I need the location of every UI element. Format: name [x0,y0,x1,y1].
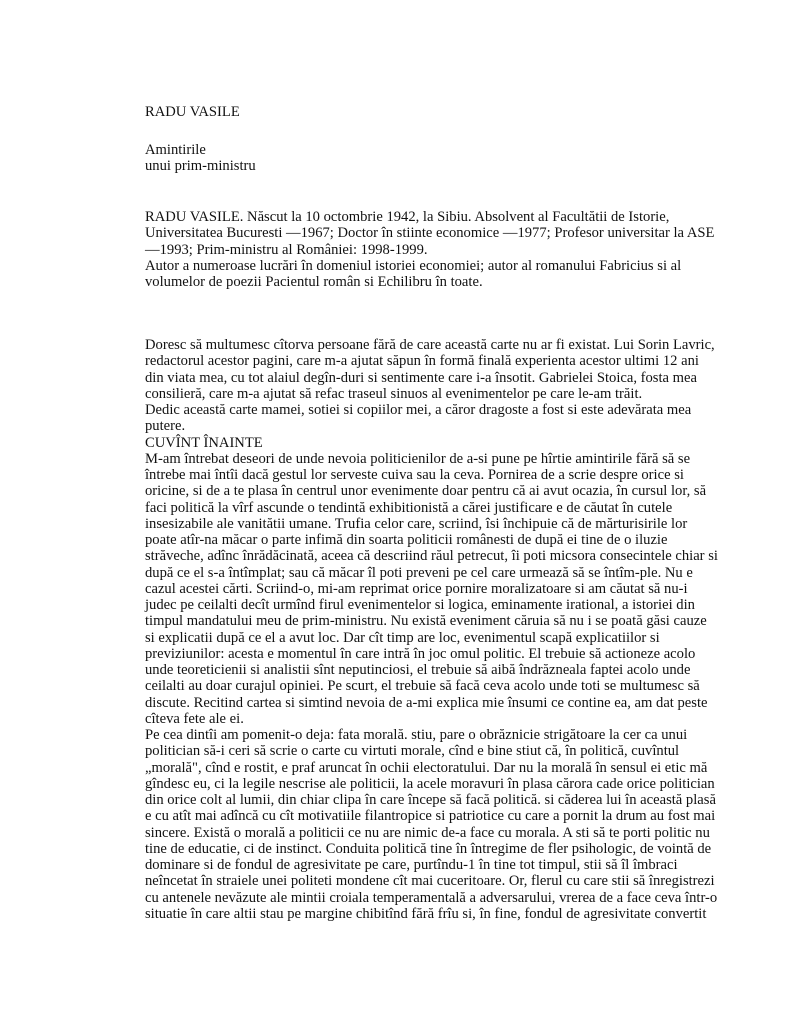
text-line: Universitatea Bucuresti —1967; Doctor în stiinte economice —1977; Profesor universitar la ASE [145,225,715,242]
text-line: gîndesc eu, ci la legile nescrise ale politicii, la acele moravuri în plasa cărora cade orice politician [145,775,715,792]
text-line: cazul acestei cărti. Scriind-o, mi-am reprimat orice pornire moralizatoare si am căutat să nu-i [145,580,688,597]
text-line: cîteva fete ale ei. [145,710,244,727]
text-line: străveche, adînc înrădăcinată, aceea că descriind răul petrecut, îi poti micsora consecintele chiar si [145,548,718,565]
text-line: unde teoreticienii si analistii sînt neputinciosi, el trebuie să aibă îndrăzneala faptei acolo unde [145,662,691,678]
text-line: Autor a numeroase lucrări în domeniul istoriei economiei; autor al romanului Fabricius si al [145,257,682,274]
text-line: politician să-i ceri să scrie o carte cu virtuti morale, cînd e bine stiut că, în politică, cuvîntul [145,743,680,760]
body-text [145,451,718,922]
text-line: Pe cea dintîi am pomenit-o deja: fata morală. stiu, pare o obrăznicie strigătoare la cer ca unui [145,727,688,743]
text-line: poate atîr-na măcar o parte infimă din soarta politicii românesti de după ei tine de o iluzie [145,532,668,548]
text-line: situatie în care altii stau pe margine chibitînd fără frîu si, în fine, fondul de agresivitate convertit [145,905,707,922]
text-line: după ce el s-a întîmplat; sau că măcar îl poti preveni pe cel care urmează să se întîm-ple. Nu e [145,564,693,581]
text-line: —1993; Prim-ministru al României: 1998-1999. [145,241,428,258]
text-line: oricine, si de a te plasa în centrul unor evenimente doar pentru că ai avut ocazia, în cursul lor, să [145,483,707,500]
text-line: cu antenele nevăzute ale mintii croiala temperamentală a adversarului, vrerea de a face ceva într-o [145,889,718,906]
text-line: „morală", cînd e rostit, e praf aruncat în ochii electoratului. Dar nu la morală în sensul ei etic mă [145,759,708,776]
text-line: faci politică la vîrf ascunde o tendintă exhibitionistă a cărei justificare e de căutat în cutele [145,499,673,516]
text-line: e cu atît mai adîncă cu cît motivatiile filantropice si patriotice cu care a pornit la drum au fost mai [145,808,716,825]
text-line: sincere. Există o morală a politicii ce nu are nimic de-a face cu morala. A sti să te porti politic nu [145,824,710,841]
text-line: Dedic această carte mamei, sotiei si copiilor mei, a căror dragoste a fost si este adevărata mea [145,402,692,418]
text-line: dominare si de fondul de agresivitate pe care, purtîndu-1 în tine tot timpul, stii să îl îmbraci [145,857,678,873]
text-line: consilieră, care m-a ajutat să refac traseul sinuos al evenimentelor pe care le-am trăit. [145,385,643,402]
book-title [145,142,256,175]
author-bio [145,209,714,290]
text-line: unui prim-ministru [145,158,256,175]
text-line: redactorul acestor pagini, care m-a ajutat săpun în formă finală experienta acestor ultimi 12 ani [145,353,699,370]
text-line: previziunilor: acesta e momentul în care intră în joc omul politic. El trebuie să actioneze acolo [145,645,696,662]
text-line: tine de educatie, ci de instinct. Conduita politică tine în întregime de fler psihologic, de vointă de [145,840,712,857]
text-line: din orice colt al lumii, din chiar clipa în care începe să facă politică. si căderea lui în această plasă [145,792,716,808]
text-line: ceilalti au doar curajul opiniei. Pe scurt, el trebuie să facă ceva acolo unde toti se multumesc să [145,678,700,695]
text-line: neîncetat în straiele unei politeti mondene cît mai cuceritoare. Or, flerul cu care stii să înregistrezi [145,873,715,890]
text-line: Amintirile [145,142,206,158]
text-line: si explicatii după ce el a avut loc. Dar cît timp are loc, evenimentul scapă explicatiilor si [145,629,660,646]
text-line: timpul mandatului meu de prim-ministru. Nu există eveniment căruia să nu i se poată găsi cauze [145,613,707,630]
text-line: RADU VASILE. Născut la 10 octombrie 1942, la Sibiu. Absolvent al Facultătii de Istorie, [145,209,670,225]
text-line: din viata mea, cu tot alaiul degîn-duri si sentimente care i-a însotit. Gabrielei Stoica, fosta mea [145,369,697,386]
text-line: judec pe ceilalti decît urmînd firul evenimentelor si logica, eminamente irational, a istoriei din [145,597,695,613]
text-line: volumelor de poezii Pacientul român si Echilibru în toate. [145,274,483,290]
text-line: Doresc să multumesc cîtorva persoane fără de care această carte nu ar fi existat. Lui Sorin Lavric, [145,337,715,353]
author-name: RADU VASILE [145,104,240,120]
acknowledgments [145,337,715,435]
text-line: putere. [145,418,186,435]
text-line: întrebe mai întîi dacă gestul lor serveste cuiva sau la ceva. Pornirea de a scrie despre orice si [145,467,684,483]
text-line: discute. Recitind cartea si simtind nevoia de a-mi explica mie însumi ce contine ea, am dat peste [145,694,708,711]
text-line: insesizabile ale vanitătii umane. Trufia celor care, scriind, îsi închipuie că de mărturisirile lor [145,515,688,532]
text-line: M-am întrebat deseori de unde nevoia politicienilor de a-si pune pe hîrtie amintirile fără să se [145,450,691,467]
section-heading: CUVÎNT ÎNAINTE [145,434,263,451]
